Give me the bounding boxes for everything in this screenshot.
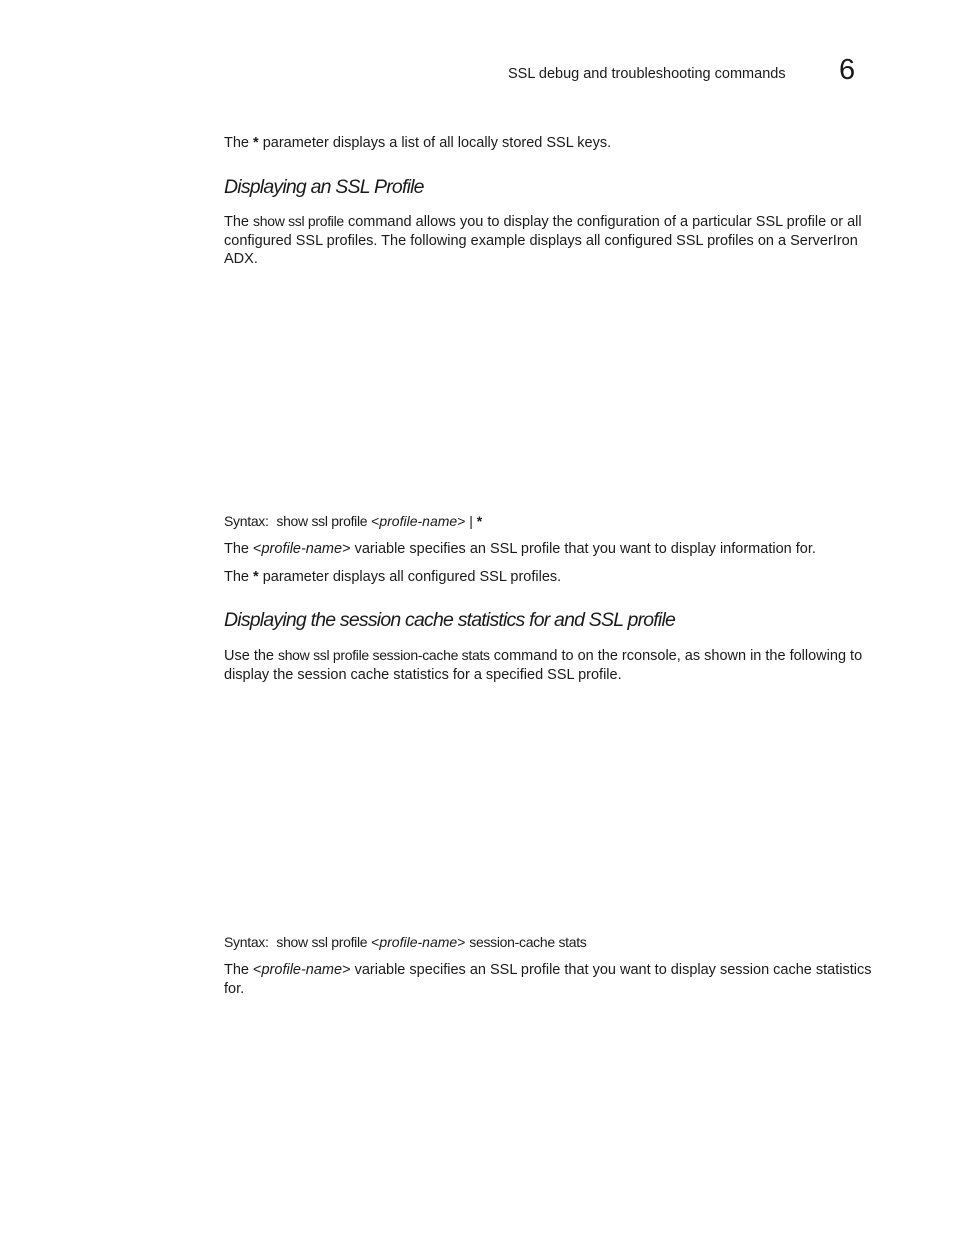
section1-star-paragraph: [224, 568, 874, 587]
section1-paragraph: [224, 212, 874, 269]
section1-var-prefix: The <: [224, 541, 262, 557]
section2-para-suffix: command to on the rconsole, as shown in the following to display the session cache statistics for a specified SSL profile.: [224, 648, 863, 683]
example-output-area: [224, 280, 874, 500]
section1-syntax-command: show ssl profile: [276, 513, 368, 529]
running-header: SSL debug and troubleshooting commands: [508, 66, 786, 82]
chapter-number: 6: [839, 54, 856, 86]
section1-para-suffix: command allows you to display the configuration of a particular SSL profile or all configured SSL profiles. The following example displays all configured SSL profiles on a ServerIron ADX.: [224, 214, 862, 267]
section2-paragraph: [224, 646, 874, 684]
intro-paragraph: [224, 134, 874, 153]
section1-syntax: [224, 512, 874, 530]
section2-syntax-label: Syntax:: [224, 934, 269, 950]
section2-syntax-variable: profile-name: [379, 934, 458, 950]
section1-variable-paragraph: [224, 540, 874, 559]
intro-prefix: The: [224, 135, 254, 151]
section1-syntax-label: Syntax:: [224, 513, 269, 529]
section1-para-command: show ssl profile: [253, 213, 344, 229]
section2-var-suffix: > variable specifies an SSL profile that you want to display session cache statistics for.: [224, 962, 872, 997]
section-heading-session-cache: Displaying the session cache statistics for and SSL profile: [224, 609, 676, 631]
section1-star-symbol: *: [253, 569, 259, 585]
section1-var-variable: profile-name: [261, 541, 343, 557]
section2-var-prefix: The <: [224, 962, 262, 978]
section2-syntax-lt: <: [367, 934, 380, 950]
section1-syntax-gt: >: [457, 513, 470, 529]
section1-star-suffix: parameter displays all configured SSL profiles.: [258, 569, 562, 585]
section2-variable-paragraph: [224, 961, 874, 998]
section2-syntax-command: show ssl profile: [276, 934, 368, 950]
section2-var-variable: profile-name: [261, 962, 343, 978]
section1-syntax-pipe: |: [469, 513, 477, 529]
section2-syntax: [224, 933, 874, 951]
section1-para-prefix: The: [224, 214, 254, 230]
section-heading-ssl-profile: Displaying an SSL Profile: [224, 176, 424, 198]
intro-suffix: parameter displays a list of all locally stored SSL keys.: [258, 135, 612, 151]
section2-para-command: show ssl profile session-cache stats: [278, 647, 490, 663]
section1-star-prefix: The: [224, 569, 254, 585]
section2-syntax-command2: session-cache stats: [469, 934, 587, 950]
section2-para-prefix: Use the: [224, 648, 278, 664]
section1-syntax-variable: profile-name: [379, 513, 458, 529]
section1-var-suffix: > variable specifies an SSL profile that you want to display information for.: [342, 541, 816, 557]
section1-syntax-star: *: [476, 513, 483, 529]
intro-star: *: [253, 135, 259, 151]
section2-syntax-gt: >: [457, 934, 470, 950]
session-cache-output-area: [224, 700, 874, 920]
section1-syntax-lt: <: [367, 513, 380, 529]
